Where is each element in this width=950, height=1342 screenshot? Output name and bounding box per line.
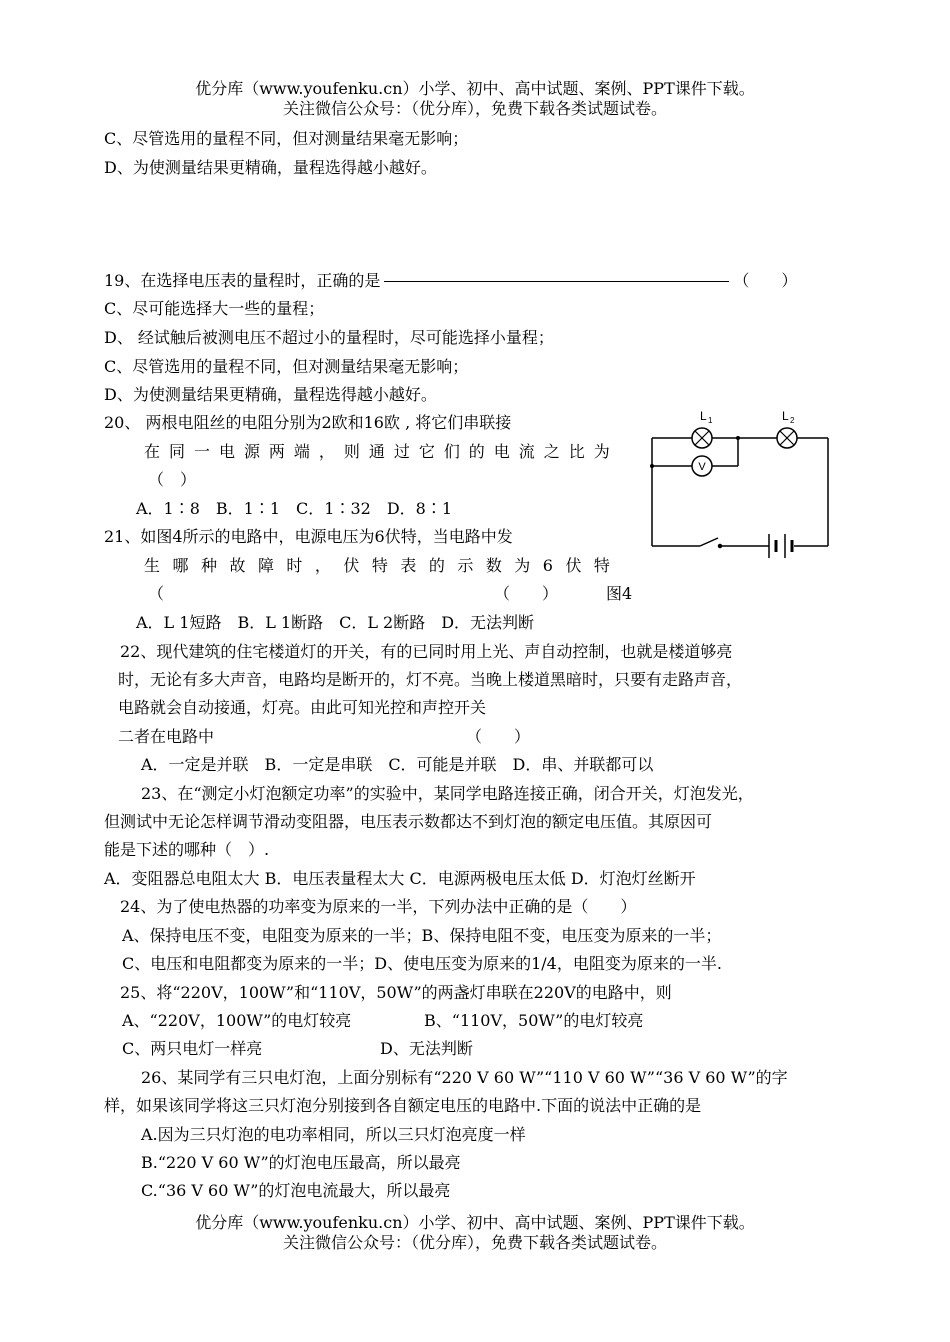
lamp-l1-icon bbox=[692, 428, 712, 448]
text-char: 故 bbox=[229, 556, 246, 575]
question-25-stem: 25、将“220V，100W”和“110V，50W”的两盏灯串联在220V的电路中，则 bbox=[120, 983, 672, 1002]
footer-line-1: 优分库（www.youfenku.cn）小学、初中、高中试题、案例、PPT课件下载。 bbox=[195, 1213, 755, 1232]
text-char: 流 bbox=[518, 442, 535, 461]
text-char: 一 bbox=[193, 442, 210, 461]
text-char: 哪 bbox=[172, 556, 189, 575]
question-21-line-2 bbox=[144, 556, 610, 576]
text-char: 两 bbox=[268, 442, 285, 461]
text-char: 生 bbox=[144, 556, 161, 575]
lamp-l1-label: L bbox=[700, 409, 707, 423]
question-19-option: D、 经试触后被测电压不超过小的量程时，尽可能选择小量程； bbox=[104, 328, 554, 347]
question-23-line-2: 但测试中无论怎样调节滑动变阻器，电压表示数都达不到灯泡的额定电压值。其原因可 bbox=[104, 812, 713, 831]
question-21-open-paren: （ bbox=[148, 584, 165, 603]
question-19-option: D、为使测量结果更精确，量程选得越小越好。 bbox=[104, 385, 437, 404]
top-option-c: C、尽管选用的量程不同，但对测量结果毫无影响； bbox=[104, 129, 469, 148]
question-26-option-b: B.“220 V 60 W”的灯泡电压最高，所以最亮 bbox=[141, 1153, 461, 1172]
question-21-answer-blank: （ ） bbox=[494, 584, 559, 603]
question-24-options-cd: C、电压和电阻都变为原来的一半；D、使电压变为原来的1/4，电阻变为原来的一半. bbox=[122, 954, 722, 973]
question-20-options: A．1∶8 B．1∶1 C．1∶32 D．8∶1 bbox=[136, 499, 453, 518]
question-22-line-3: 电路就会自动接通，灯亮。由此可知光控和声控开关 bbox=[118, 698, 487, 717]
text-char: 数 bbox=[485, 556, 502, 575]
text-char: 端 bbox=[293, 442, 310, 461]
text-char: 过 bbox=[393, 442, 410, 461]
text-char: 通 bbox=[368, 442, 385, 461]
text-char: 它 bbox=[418, 442, 435, 461]
question-26-line-2: 样，如果该同学将这三只灯泡分别接到各自额定电压的电路中.下面的说法中正确的是 bbox=[104, 1096, 702, 1115]
question-22-answer-blank: （ ） bbox=[466, 727, 531, 746]
question-25-option-c: C、两只电灯一样亮 bbox=[122, 1039, 263, 1058]
voltmeter-label: V bbox=[698, 461, 706, 473]
text-char: 障 bbox=[257, 556, 274, 575]
text-char: 特 bbox=[593, 556, 610, 575]
header-line-1: 优分库（www.youfenku.cn）小学、初中、高中试题、案例、PPT课件下载。 bbox=[195, 79, 755, 98]
question-26-line-1: 26、某同学有三只电灯泡，上面分别标有“220 V 60 W”“110 V 60 W”“36 V 60 W”的字 bbox=[141, 1068, 788, 1087]
junction-dot bbox=[650, 464, 654, 468]
text-char: ， bbox=[314, 556, 331, 575]
text-char: 的 bbox=[468, 442, 485, 461]
text-char: 为 bbox=[593, 442, 610, 461]
text-char: 同 bbox=[168, 442, 185, 461]
lamp-l2-subscript: 2 bbox=[790, 416, 795, 425]
text-char: 伏 bbox=[343, 556, 360, 575]
lamp-l1-subscript: 1 bbox=[708, 416, 713, 425]
question-24-stem: 24、为了使电热器的功率变为原来的一半，下列办法中正确的是（ ） bbox=[120, 897, 637, 916]
lamp-l2-label: L bbox=[782, 409, 789, 423]
question-23-line-3: 能是下述的哪种（ ）. bbox=[104, 840, 270, 859]
text-char: 为 bbox=[514, 556, 531, 575]
question-23-line-1: 23、在“测定小灯泡额定功率”的实验中，某同学电路连接正确，闭合开关，灯泡发光， bbox=[141, 784, 754, 803]
lamp-l2-icon bbox=[777, 428, 797, 448]
circuit-diagram bbox=[642, 408, 832, 558]
text-char: 电 bbox=[493, 442, 510, 461]
text-char: 电 bbox=[218, 442, 235, 461]
text-char: ， bbox=[318, 442, 335, 461]
question-21-line-1: 21、如图4所示的电路中，电源电压为6伏特，当电路中发 bbox=[104, 527, 513, 546]
text-char: 的 bbox=[428, 556, 445, 575]
question-26-option-a: A.因为三只灯泡的电功率相同，所以三只灯泡亮度一样 bbox=[141, 1125, 526, 1144]
question-20-line-1: 20、 两根电阻丝的电阻分别为2欧和16欧 , 将它们串联接 bbox=[104, 413, 512, 432]
text-char: 则 bbox=[343, 442, 360, 461]
question-19-option: C、尽可能选择大一些的量程； bbox=[104, 299, 325, 318]
question-22-line-1: 22、现代建筑的住宅楼道灯的开关，有的已同时用上光、声自动控制，也就是楼道够亮 bbox=[120, 642, 733, 661]
question-20-line-2 bbox=[144, 442, 610, 462]
text-char: 特 bbox=[371, 556, 388, 575]
question-22-line-4: 二者在电路中 bbox=[118, 727, 215, 746]
text-char: 种 bbox=[200, 556, 217, 575]
text-char: 伏 bbox=[565, 556, 582, 575]
footer-line-2: 关注微信公众号：（优分库），免费下载各类试题试卷。 bbox=[282, 1233, 667, 1252]
question-19-answer-blank: （ ） bbox=[733, 271, 798, 290]
question-25-option-b: B、“110V，50W”的电灯较亮 bbox=[424, 1011, 644, 1030]
text-char: 们 bbox=[443, 442, 460, 461]
text-char: 之 bbox=[543, 442, 560, 461]
question-24-options-ab: A、保持电压不变，电阻变为原来的一半；B、保持电阻不变，电压变为原来的一半； bbox=[122, 926, 722, 945]
top-option-d: D、为使测量结果更精确，量程选得越小越好。 bbox=[104, 158, 437, 177]
answer-leader-line bbox=[384, 281, 729, 282]
question-22-line-2: 时，无论有多大声音，电路均是断开的，灯不亮。当晚上楼道黑暗时，只要有走路声音， bbox=[118, 670, 743, 689]
header-line-2: 关注微信公众号：（优分库），免费下载各类试题试卷。 bbox=[282, 99, 667, 118]
text-char: 源 bbox=[243, 442, 260, 461]
junction-dot bbox=[736, 436, 740, 440]
question-25-option-a: A、“220V，100W”的电灯较亮 bbox=[122, 1011, 352, 1030]
question-23-options: A．变阻器总电阻太大 B．电压表量程太大 C．电源两极电压太低 D．灯泡灯丝断开 bbox=[104, 869, 696, 888]
figure-4-caption: 图4 bbox=[606, 584, 633, 603]
text-char: 示 bbox=[457, 556, 474, 575]
question-20-answer-blank: （ ） bbox=[148, 470, 197, 489]
question-19-text: 19、在选择电压表的量程时，正确的是 bbox=[104, 271, 381, 290]
question-21-options: A．L 1短路 B．L 1断路 C．L 2断路 D．无法判断 bbox=[136, 613, 535, 632]
text-char: 比 bbox=[568, 442, 585, 461]
text-char: 时 bbox=[286, 556, 303, 575]
question-22-options: A．一定是并联 B．一定是串联 C．可能是并联 D．串、并联都可以 bbox=[141, 755, 654, 774]
text-char: 6 bbox=[542, 556, 553, 575]
switch-icon bbox=[700, 538, 722, 548]
text-char: 在 bbox=[144, 442, 161, 461]
question-26-option-c: C.“36 V 60 W”的灯泡电流最大，所以最亮 bbox=[141, 1181, 451, 1200]
text-char: 表 bbox=[400, 556, 417, 575]
battery-icon bbox=[769, 534, 792, 558]
question-19-option: C、尽管选用的量程不同，但对测量结果毫无影响； bbox=[104, 357, 469, 376]
question-19-stem bbox=[104, 271, 797, 291]
question-25-option-d: D、无法判断 bbox=[380, 1039, 473, 1058]
